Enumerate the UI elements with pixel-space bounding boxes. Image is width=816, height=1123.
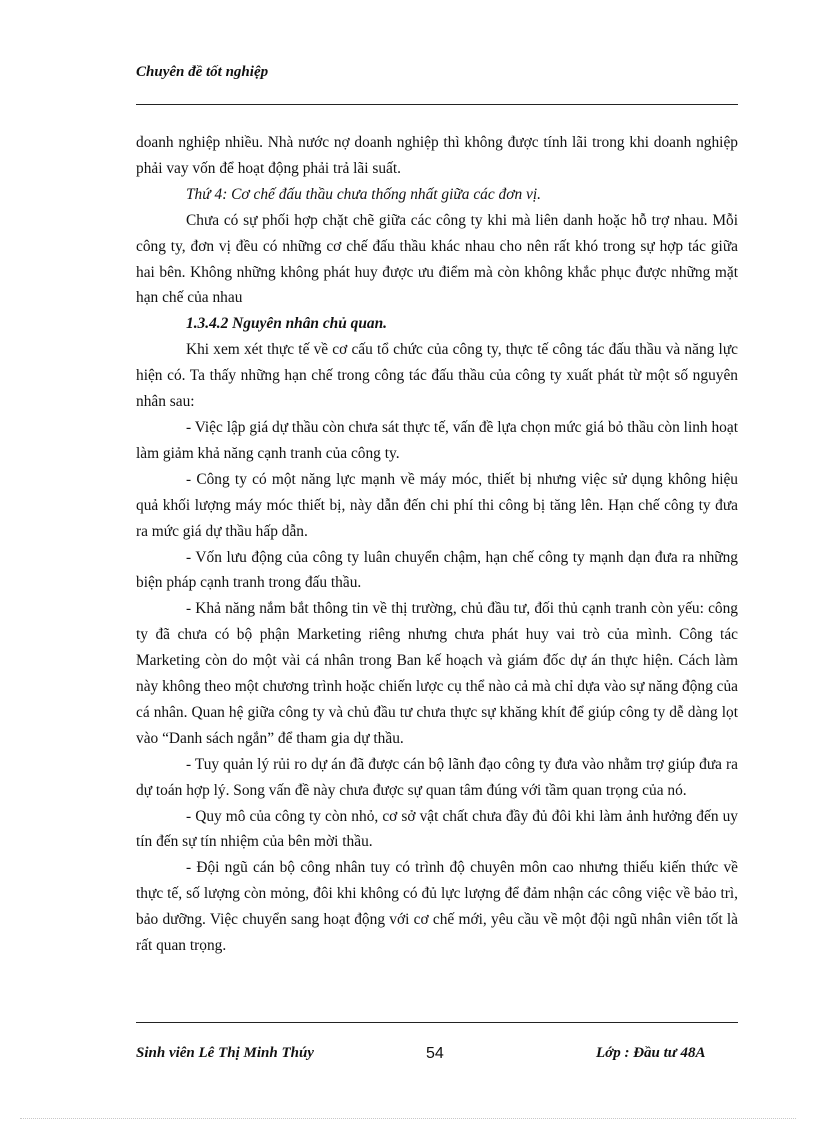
paragraph-continued: doanh nghiệp nhiều. Nhà nước nợ doanh nghiệp thì không được tính lãi trong khi doanh nghiệp phải vay vốn để hoạt động phải trả lãi suất. (136, 134, 738, 177)
header-divider (136, 104, 738, 105)
page-number: 54 (426, 1045, 444, 1062)
body-text (136, 130, 738, 959)
footer-class: Lớp : Đầu tư 48A (596, 1045, 706, 1061)
bullet-working-capital: - Vốn lưu động của công ty luân chuyển chậm, hạn chế công ty mạnh dạn đưa ra những biện pháp cạnh tranh trong đấu thầu. (136, 548, 738, 592)
bullet-bid-price: - Việc lập giá dự thầu còn chưa sát thực tế, vấn đề lựa chọn mức giá bỏ thầu còn linh hoạt làm giảm khả năng cạnh tranh của công ty. (136, 418, 738, 462)
bullet-market-info: - Khả năng nắm bắt thông tin về thị trường, chủ đầu tư, đối thủ cạnh tranh còn yếu: công ty đã chưa có bộ phận Marketing riêng nhưng chưa phát huy vai trò của mình. Công tác Marketing còn do một vài cá nhân trong Ban kế hoạch và giám đốc dự án thực hiện. Cách làm này không theo một chương trình hoặc chiến lược cụ thể nào cả mà chỉ dựa vào sự năng động của cá nhân. Quan hệ giữa công ty và chủ đầu tư chưa thực sự khăng khít để giúp công ty dễ dàng lọt vào “Danh sách ngắn” để tham gia dự thầu. (136, 600, 738, 747)
footer-divider (136, 1022, 738, 1023)
paragraph-coordination: Chưa có sự phối hợp chặt chẽ giữa các công ty khi mà liên danh hoặc hỗ trợ nhau. Mỗi công ty, đơn vị đều có những cơ chế đấu thầu khác nhau cho nên rất khó trong sự hợp tác giữa hai bên. Không những không phát huy được ưu điểm mà còn không khắc phục được những mặt hạn chế của nhau (136, 211, 738, 307)
section-heading-1-3-4-2: 1.3.4.2 Nguyên nhân chủ quan. (186, 315, 387, 333)
bullet-machinery: - Công ty có một năng lực mạnh về máy móc, thiết bị nhưng việc sử dụng không hiệu quả khối lượng máy móc thiết bị, này dẫn đến chi phí thi công bị tăng lên. Hạn chế công ty đưa ra mức giá dự thầu hấp dẫn. (136, 470, 738, 540)
page-edge-divider (20, 1118, 796, 1119)
header-title: Chuyên đề tốt nghiệp (136, 64, 269, 80)
paragraph-intro: Khi xem xét thực tế về cơ cấu tổ chức của công ty, thực tế công tác đấu thầu và năng lực hiện có. Ta thấy những hạn chế trong công tác đấu thầu của công ty xuất phát từ một số nguyên nhân sau: (136, 341, 738, 411)
subheading-thu-4: Thứ 4: Cơ chế đấu thầu chưa thống nhất giữa các đơn vị. (186, 185, 541, 203)
bullet-staff: - Đội ngũ cán bộ công nhân tuy có trình độ chuyên môn cao nhưng thiếu kiến thức về thực tế, số lượng còn mỏng, đôi khi không có đủ lực lượng để đảm nhận các công việc về bảo trì, bảo dưỡng. Việc chuyển sang hoạt động với cơ chế mới, yêu cầu về một đội ngũ nhân viên tốt là rất quan trọng. (136, 859, 738, 955)
bullet-risk-management: - Tuy quản lý rủi ro dự án đã được cán bộ lãnh đạo công ty đưa vào nhằm trợ giúp đưa ra dự toán hợp lý. Song vấn đề này chưa được sự quan tâm đúng với tầm quan trọng của nó. (136, 755, 738, 799)
bullet-company-scale: - Quy mô của công ty còn nhỏ, cơ sở vật chất chưa đầy đủ đôi khi làm ảnh hưởng đến uy tín đến sự tín nhiệm của bên mời thầu. (136, 807, 738, 851)
footer-student: Sinh viên Lê Thị Minh Thúy (136, 1045, 314, 1061)
